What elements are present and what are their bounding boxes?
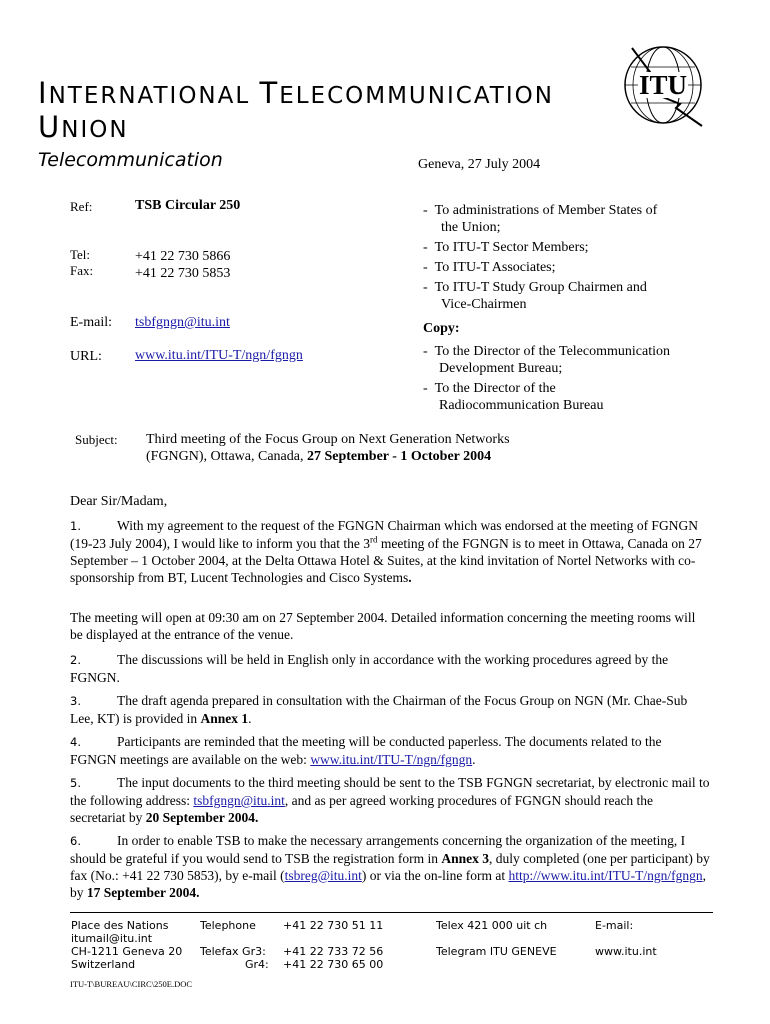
email-label: E-mail: (70, 315, 112, 330)
tel-label: Tel: (70, 247, 91, 262)
copy-item-cont: Radiocommunication Bureau (439, 398, 604, 413)
paragraph-3: 3. The draft agenda prepared in consultation with the Chairman of the Focus Group on NGN (Mr. Chae-Sub Lee, KT) is provided in Annex 1. (70, 693, 688, 726)
sector-name: Telecommunication (38, 149, 223, 171)
copy-label: Copy: (423, 321, 460, 336)
footer-fax-number: +41 22 733 72 56 (283, 945, 384, 958)
paragraph-4: 4. Participants are reminded that the meeting will be conducted paperless. The documents related to the FGNGN meetings are available on the web: www.itu.int/ITU-T/ngn/fgngn. (70, 734, 662, 767)
copy-item: - To the Director of the Telecommunication (423, 344, 670, 359)
ref-label: Ref: (70, 199, 93, 214)
url-label: URL: (70, 349, 102, 364)
subject-line2: (FGNGN), Ottawa, Canada, 27 September - 1 October 2004 (146, 449, 492, 464)
subject-line1: Third meeting of the Focus Group on Next Generation Networks (146, 432, 510, 447)
paragraph-1: 1. With my agreement to the request of the FGNGN Chairman which was endorsed at the meeting of FGNGN (19-23 July 2004), I would like to inform you that the 3rd meeting of the FGNGN is to meet in Ottawa, Canada on 27 September – 1 October 2004, at the Delta Ottawa Hotel & Suites, at the kind invitation of Nortel Networks with co-sponsorship from BT, Lucent Technologies and Cisco Systems. (70, 518, 702, 585)
fax-value: +41 22 730 5853 (135, 266, 231, 281)
dist-item: - To ITU-T Study Group Chairmen and (423, 280, 647, 295)
dist-item-cont: the Union; (441, 220, 501, 235)
secretariat-email-link[interactable]: tsbfgngn@itu.int (193, 793, 285, 808)
footer-telegram: Telegram ITU GENEVE (436, 945, 557, 958)
email-link[interactable]: tsbfgngn@itu.int (135, 315, 230, 330)
registration-email-link[interactable]: tsbreg@itu.int (284, 868, 362, 883)
dist-item-cont: Vice-Chairmen (441, 297, 527, 312)
date-place: Geneva, 27 July 2004 (418, 157, 541, 172)
footer-web: www.itu.int (595, 945, 657, 958)
distribution-copy (423, 343, 723, 414)
footer-gr4-label: Gr4: (245, 958, 269, 971)
tel-value: +41 22 730 5866 (135, 249, 231, 264)
footer-gr4-number: +41 22 730 65 00 (283, 958, 384, 971)
online-form-link[interactable]: http://www.itu.int/ITU-T/ngn/fgngn (508, 868, 703, 883)
url-link[interactable]: www.itu.int/ITU-T/ngn/fgngn (135, 348, 303, 363)
footer-address: Place des Nations itumail@itu.int CH-1211 Geneva 20 Switzerland (71, 919, 183, 971)
salutation: Dear Sir/Madam, (70, 494, 168, 509)
paragraph-5: 5. The input documents to the third meeting should be sent to the TSB FGNGN secretariat, by electronic mail to the following address: tsbfgngn@itu.int, and as per agreed working procedures of FGNGN should reach the secretariat by 20 September 2004. (70, 775, 710, 825)
footer-telefax-label: Telefax Gr3: (200, 945, 266, 958)
fgngn-web-link[interactable]: www.itu.int/ITU-T/ngn/fgngn (310, 752, 473, 767)
footer-tel-label: Telephone (200, 919, 256, 932)
distribution-to (423, 202, 723, 313)
footer-divider (70, 912, 713, 913)
paragraph-2: 2. The discussions will be held in English only in accordance with the working procedures agreed by the FGNGN. (70, 652, 669, 685)
paragraph-6: 6. In order to enable TSB to make the necessary arrangements concerning the organization of the meeting, I should be grateful if you would send to TSB the registration form in Annex 3, duly completed (one per participant) by fax (No.: +41 22 730 5853), by e-mail (tsbreg@itu.int) or via the on-line form at http://www.itu.int/ITU-T/ngn/fgngn, by 17 September 2004. (70, 833, 710, 900)
copy-item-cont: Development Bureau; (439, 361, 563, 376)
dist-item: - To ITU-T Sector Members; (423, 240, 589, 255)
ref-value: TSB Circular 250 (135, 198, 241, 213)
footer-telex: Telex 421 000 uit ch (436, 919, 548, 932)
subject-text (146, 431, 666, 465)
footer-email-label: E-mail: (595, 919, 634, 932)
fax-label: Fax: (70, 263, 94, 278)
file-path: ITU-T\BUREAU\CIRC\250E.DOC (70, 979, 193, 989)
copy-item: - To the Director of the (423, 381, 556, 396)
subject-label: Subject: (75, 432, 118, 447)
logo-text: ITU (638, 70, 688, 100)
organization-name (38, 78, 554, 146)
dist-item: - To ITU-T Associates; (423, 260, 556, 275)
org-name-line1: INTERNATIONAL TELECOMMUNICATION (38, 76, 554, 110)
org-name-line2: UNION (38, 110, 129, 144)
dist-item: - To administrations of Member States of (423, 203, 658, 218)
itu-logo (620, 42, 706, 128)
footer-tel-number: +41 22 730 51 11 (283, 919, 384, 932)
paragraph-1b: The meeting will open at 09:30 am on 27 September 2004. Detailed information concerning the meeting rooms will be displayed at the entrance of the venue. (70, 610, 696, 642)
